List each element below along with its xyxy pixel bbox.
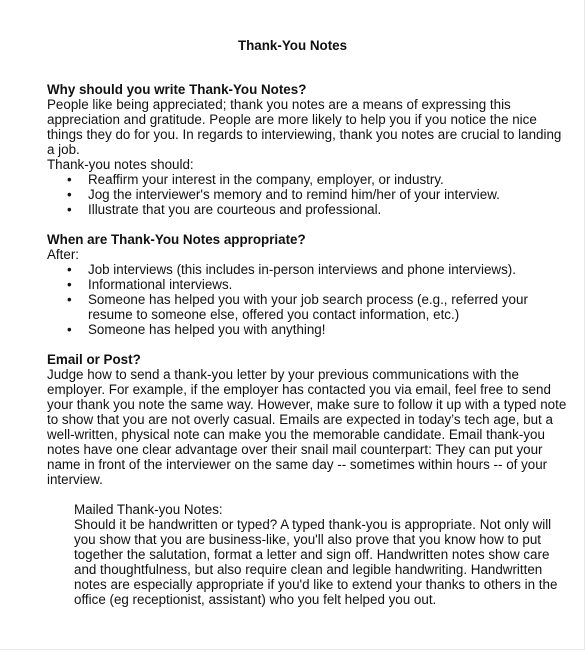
- bullet-icon: •: [67, 277, 72, 292]
- section-email-or-post: [47, 352, 567, 487]
- section-mailed-notes: [47, 502, 567, 607]
- bullet-icon: •: [67, 172, 72, 187]
- list-item: [47, 277, 567, 292]
- subsection-heading: Mailed Thank-you Notes:: [74, 502, 223, 517]
- section-why-write: [47, 82, 567, 217]
- section-paragraph: People like being appreciated; thank you notes are a means of expressing this appreciation and gratitude. People are more likely to help you if you notice the nice things they do for you. In regards to interviewing, thank you notes are crucial to landing a job.: [47, 97, 562, 157]
- spacer: [47, 337, 567, 352]
- spacer: [47, 217, 567, 232]
- list-intro: After:: [47, 247, 79, 262]
- bullet-icon: •: [67, 322, 72, 337]
- bullet-list: [47, 172, 567, 217]
- section-heading: Email or Post?: [47, 352, 141, 367]
- list-item-text: Jog the interviewer's memory and to remind him/her of your interview.: [88, 187, 500, 202]
- section-heading: When are Thank-You Notes appropriate?: [47, 232, 306, 247]
- list-item-text: Job interviews (this includes in-person interviews and phone interviews).: [88, 262, 516, 277]
- list-intro: Thank-you notes should:: [47, 157, 194, 172]
- list-item-text: Informational interviews.: [88, 277, 233, 292]
- bullet-icon: •: [67, 187, 72, 202]
- list-item: [47, 292, 567, 322]
- bullet-icon: •: [67, 262, 72, 277]
- section-heading: Why should you write Thank-You Notes?: [47, 82, 307, 97]
- list-item-text: Someone has helped you with anything!: [88, 322, 326, 337]
- section-when-appropriate: [47, 232, 567, 337]
- section-paragraph: Should it be handwritten or typed? A typed thank-you is appropriate. Not only will you show that you are business-like, you'll also prove that you know how to put together the salutation, format a letter and sign off. Handwritten notes show care and thoughtfulness, but also require clean and legible handwriting. Handwritten notes are especially appropriate if you'd like to extend your thanks to others in the office (eg receptionist, assistant) who you felt helped you out.: [74, 517, 558, 607]
- section-paragraph: Judge how to send a thank-you letter by your previous communications with the employer. For example, if the employer has contacted you via email, feel free to send your thank you note the same way. However, make sure to follow it up with a typed note to show that you are not overly casual. Emails are expected in today’s tech age, but a well-written, physical note can make you the memorable candidate. Email thank-you notes have one clear advantage over their snail mail counterpart: They can put your name in front of the interviewer on the same day -- sometimes within hours -- of your interview.: [47, 367, 567, 487]
- document-title: Thank-You Notes: [237, 38, 348, 53]
- spacer: [47, 487, 567, 502]
- document-body: [47, 82, 567, 607]
- bullet-list: [47, 262, 567, 337]
- bullet-icon: •: [67, 292, 72, 307]
- list-item-text: Reaffirm your interest in the company, employer, or industry.: [88, 172, 444, 187]
- list-item: [47, 322, 567, 337]
- list-item: [47, 172, 567, 187]
- list-item: [47, 187, 567, 202]
- list-item: [47, 262, 567, 277]
- list-item-text: Illustrate that you are courteous and professional.: [88, 202, 382, 217]
- list-item-text: Someone has helped you with your job search process (e.g., referred your resume to someone else, offered you contact information, etc.): [88, 292, 528, 322]
- bullet-icon: •: [67, 202, 72, 217]
- list-item: [47, 202, 567, 217]
